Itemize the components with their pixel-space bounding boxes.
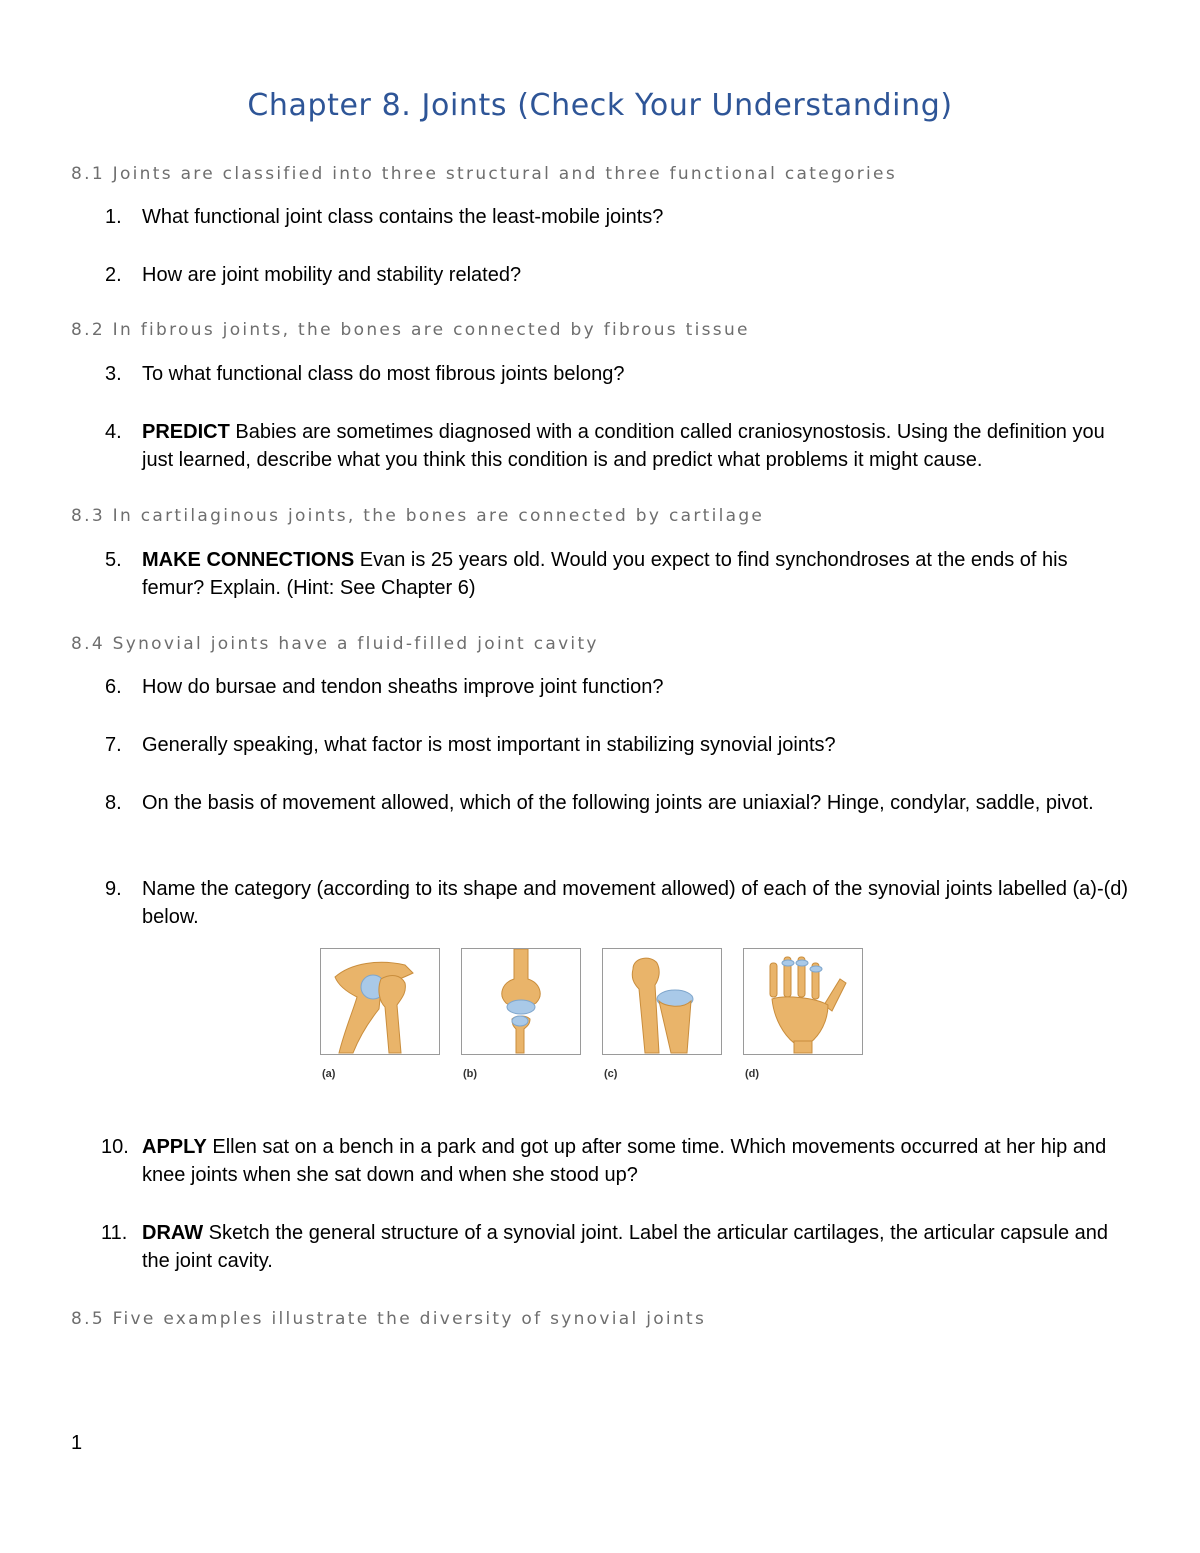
question-text: Ellen sat on a bench in a park and got up after some time. Which movements occurred at her hip and knee joints when she sat down and when she stood up? xyxy=(142,1136,1107,1186)
question-11 xyxy=(101,1219,1135,1275)
section-heading-8-4: 8.4 Synovial joints have a fluid-filled joint cavity xyxy=(71,634,599,654)
hand-joints-panel xyxy=(743,948,863,1055)
question-2 xyxy=(105,261,1135,289)
question-text: Evan is 25 years old. Would you expect to find synchondroses at the ends of his femur? Explain. (Hint: See Chapter 6) xyxy=(142,549,1068,599)
question-text: Generally speaking, what factor is most important in stabilizing synovial joints? xyxy=(142,734,836,756)
figure-label-a: (a) xyxy=(322,1068,336,1080)
question-text: Name the category (according to its shape and movement allowed) of each of the synovial joints labelled (a)-(d) below. xyxy=(142,878,1129,928)
synovial-joints-figure xyxy=(320,948,865,1088)
question-number: 1. xyxy=(105,206,122,228)
section-heading-8-5: 8.5 Five examples illustrate the diversity of synovial joints xyxy=(71,1309,707,1329)
question-keyword: DRAW xyxy=(142,1222,204,1244)
question-3 xyxy=(105,360,1135,388)
question-text: On the basis of movement allowed, which of the following joints are uniaxial? Hinge, condylar, saddle, pivot. xyxy=(142,792,1094,814)
pivot-joint-icon xyxy=(603,949,721,1054)
question-text: To what functional class do most fibrous joints belong? xyxy=(142,363,625,385)
question-8 xyxy=(105,789,1135,817)
question-keyword: MAKE CONNECTIONS xyxy=(142,549,355,571)
page-title: Chapter 8. Joints (Check Your Understanding) xyxy=(247,88,953,123)
section-heading-8-1: 8.1 Joints are classified into three structural and three functional categories xyxy=(71,164,897,184)
question-5 xyxy=(105,546,1135,602)
question-9 xyxy=(105,875,1135,931)
question-number: 6. xyxy=(105,676,122,698)
question-text: Sketch the general structure of a synovial joint. Label the articular cartilages, the articular capsule and the joint cavity. xyxy=(142,1222,1109,1272)
shoulder-joint-icon xyxy=(321,949,439,1054)
question-number: 9. xyxy=(105,878,122,900)
elbow-joint-icon xyxy=(462,949,580,1054)
question-10 xyxy=(101,1133,1135,1189)
section-heading-8-2: 8.2 In fibrous joints, the bones are connected by fibrous tissue xyxy=(71,320,750,340)
question-number: 3. xyxy=(105,363,122,385)
figure-label-c: (c) xyxy=(604,1068,618,1080)
section-heading-8-3: 8.3 In cartilaginous joints, the bones are connected by cartilage xyxy=(71,506,765,526)
question-number: 11. xyxy=(101,1222,128,1244)
question-text: How do bursae and tendon sheaths improve joint function? xyxy=(142,676,664,698)
question-number: 5. xyxy=(105,549,122,571)
figure-label-b: (b) xyxy=(463,1068,478,1080)
question-keyword: APPLY xyxy=(142,1136,207,1158)
question-number: 8. xyxy=(105,792,122,814)
hand-joints-icon xyxy=(744,949,862,1054)
question-number: 10. xyxy=(101,1136,129,1158)
page-number: 1 xyxy=(71,1432,83,1454)
question-keyword: PREDICT xyxy=(142,421,230,443)
question-text: How are joint mobility and stability related? xyxy=(142,264,522,286)
pivot-joint-panel xyxy=(602,948,722,1055)
question-number: 2. xyxy=(105,264,122,286)
question-7 xyxy=(105,731,1135,759)
figure-label-d: (d) xyxy=(745,1068,760,1080)
question-1 xyxy=(105,203,1135,231)
question-text: Babies are sometimes diagnosed with a condition called craniosynostosis. Using the definition you just learned, describe what you think this condition is and predict what problems it might cause. xyxy=(142,421,1105,471)
question-number: 4. xyxy=(105,421,122,443)
question-text: What functional joint class contains the least-mobile joints? xyxy=(142,206,664,228)
question-6 xyxy=(105,673,1135,701)
elbow-joint-panel xyxy=(461,948,581,1055)
question-number: 7. xyxy=(105,734,122,756)
shoulder-joint-panel xyxy=(320,948,440,1055)
question-4 xyxy=(105,418,1135,474)
